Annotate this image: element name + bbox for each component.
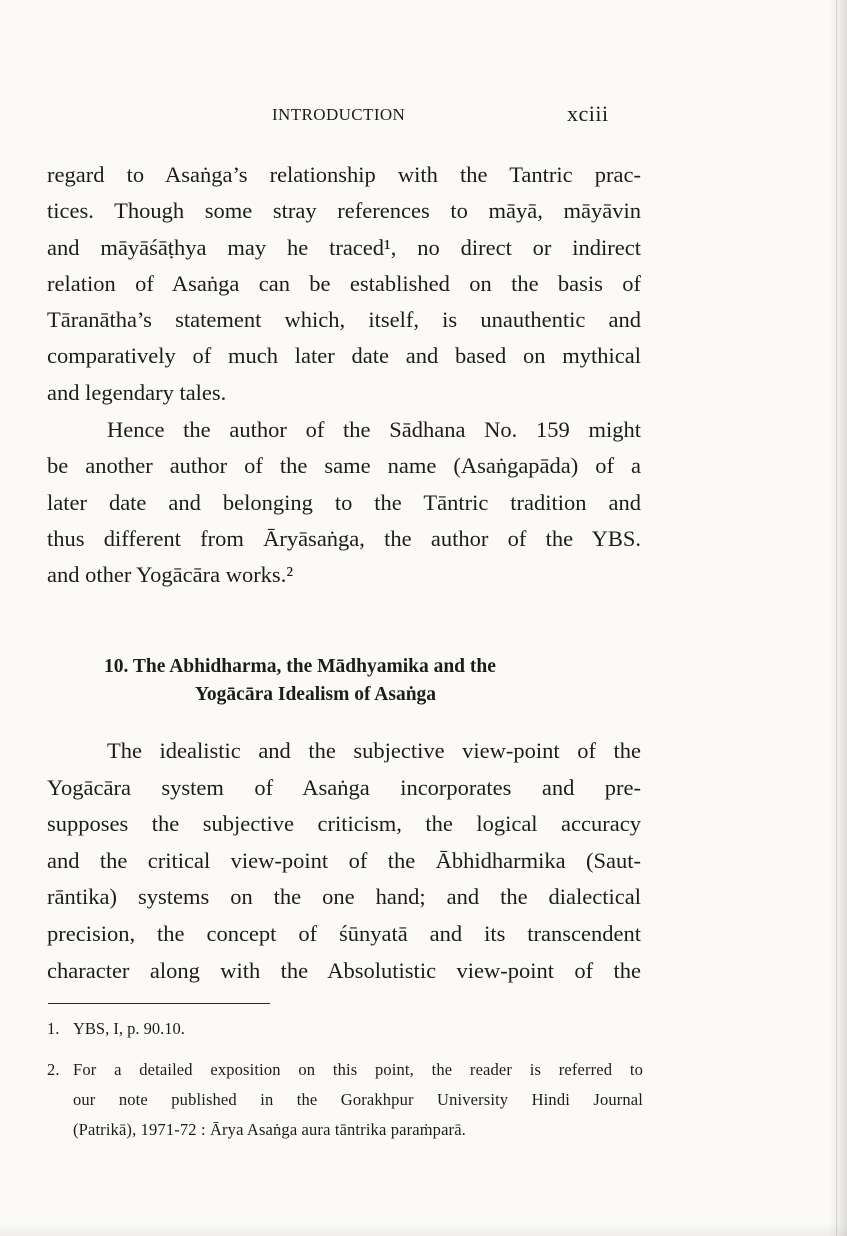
page-number: xciii — [567, 101, 609, 126]
page-bottom-edge — [0, 1222, 847, 1236]
text-line: be another author of the same name (Asaṅgapāda) of a — [47, 453, 641, 479]
section-heading-line1: 10. The Abhidharma, the Mādhyamika and the — [104, 656, 496, 677]
page-edge-line — [836, 0, 837, 1236]
text-line: supposes the subjective criticism, the logical accuracy — [47, 811, 641, 837]
page-edge-shadow — [829, 0, 847, 1236]
footnote-text-line: For a detailed exposition on this point, the reader is referred to — [73, 1060, 643, 1079]
text-line: The idealistic and the subjective view-point of the — [107, 738, 641, 763]
text-line: precision, the concept of śūnyatā and its transcendent — [47, 920, 641, 946]
text-line: comparatively of much later date and based on mythical — [47, 343, 641, 369]
section-heading-line2: Yogācāra Idealism of Asaṅga — [195, 684, 437, 705]
text-line: character along with the Absolutistic view-point of the — [47, 957, 641, 983]
text-line: Yogācāra system of Asaṅga incorporates and pre- — [47, 774, 641, 800]
text-line: and māyāśāṭhya may he traced¹, no direct or indirect — [47, 234, 641, 260]
paragraph-asanga-tantric — [47, 157, 641, 411]
paragraph-yogacara-idealism — [47, 733, 641, 989]
footnote-number: 2. — [47, 1060, 60, 1079]
text-line: thus different from Āryāsaṅga, the author of the YBS. — [47, 525, 641, 551]
footnote-text-line: (Patrikā), 1971-72 : Ārya Asaṅga aura tāntrika paraṁparā. — [73, 1120, 466, 1139]
text-line: tices. Though some stray references to māyā, māyāvin — [47, 198, 641, 224]
text-line: Tāranātha’s statement which, itself, is unauthentic and — [47, 307, 641, 333]
footnote-divider — [48, 1003, 270, 1004]
text-line: regard to Asaṅga’s relationship with the Tantric prac- — [47, 162, 641, 187]
text-line: later date and belonging to the Tāntric tradition and — [47, 489, 641, 515]
text-line: and legendary tales. — [47, 379, 227, 405]
paragraph-sadhana-author — [47, 412, 641, 593]
footnote-text-line: our note published in the Gorakhpur University Hindi Journal — [73, 1090, 643, 1109]
text-line: relation of Asaṅga can be established on the basis of — [47, 270, 641, 296]
footnote-number: 1. — [47, 1019, 60, 1038]
text-line: Hence the author of the Sādhana No. 159 might — [107, 417, 641, 442]
running-title: INTRODUCTION — [272, 105, 406, 124]
text-line: and the critical view-point of the Ābhidharmika (Saut- — [47, 847, 641, 873]
footnote-text-line: YBS, I, p. 90.10. — [73, 1019, 185, 1038]
text-line: rāntika) systems on the one hand; and the dialectical — [47, 884, 641, 910]
text-line: and other Yogācāra works.² — [47, 562, 294, 588]
